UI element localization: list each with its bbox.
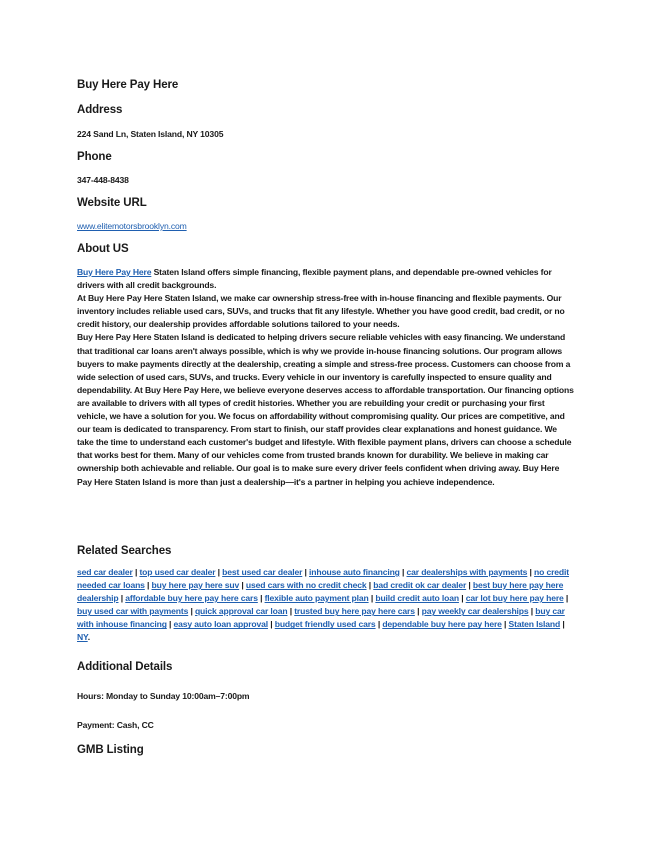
- phone-heading: Phone: [77, 151, 112, 163]
- related-search-link[interactable]: inhouse auto financing: [309, 567, 400, 577]
- related-search-link[interactable]: easy auto loan approval: [173, 619, 268, 630]
- link-separator: |: [287, 606, 295, 617]
- related-search-link[interactable]: buy here pay here suv: [151, 580, 240, 591]
- gmb-listing-heading: GMB Listing: [77, 744, 144, 756]
- website-link[interactable]: www.elitemotorsbrooklyn.com: [77, 221, 187, 231]
- related-search-link[interactable]: sed car dealer: [77, 567, 133, 577]
- link-separator: |: [132, 567, 140, 577]
- about-heading: About US: [77, 243, 129, 255]
- about-intro-text: Staten Island offers simple financing, flexible payment plans, and dependable pre-owned vehicles for drivers with all credit backgrounds.: [77, 267, 552, 291]
- link-separator: |: [399, 567, 407, 577]
- related-search-link[interactable]: best used car dealer: [222, 567, 303, 577]
- related-search-link[interactable]: dependable buy here pay here: [382, 619, 502, 630]
- list-end-period: .: [87, 632, 90, 643]
- hours-value: Hours: Monday to Sunday 10:00am–7:00pm: [77, 691, 250, 701]
- link-separator: |: [527, 567, 535, 577]
- additional-details-heading: Additional Details: [77, 661, 173, 673]
- related-searches-list: [77, 566, 574, 645]
- about-paragraph-3: Buy Here Pay Here Staten Island is dedicated to helping drivers secure reliable vehicles with easy financing. We understand that traditional car loans aren't always possible, which is why we provide in-house financing solutions. Our program allows buyers to make payments directly at the dealership, creating a simple and stress-free process. Customers can choose from a wide selection of used cars, SUVs, and trucks. Every vehicle in our inventory is carefully inspected to ensure quality and dependability. At Buy Here Pay Here, we believe everyone deserves access to affordable transportation. Our financing options are available to drivers with all types of credit histories. Whether you are rebuilding your credit or purchasing your first vehicle, we have a solution for you. We focus on affordability without compromising quality. Our prices are competitive, and our team is dedicated to transparency. From start to finish, our staff provides clear explanations and honest guidance. We take the time to understand each customer's budget and lifestyle. With flexible payment plans, drivers can choose a schedule that works best for them. Many of our vehicles come from trusted brands known for durability. We believe in making car ownership both achievable and reliable. Our goal is to make sure every driver feels confident when driving away. Buy Here Pay Here Staten Island is more than just a dealership—it's a partner in helping you achieve independence.: [77, 332, 574, 487]
- related-search-link[interactable]: top used car dealer: [139, 567, 216, 577]
- link-separator: |: [215, 567, 223, 577]
- related-search-link[interactable]: buy used car with payments: [77, 606, 189, 617]
- related-search-link[interactable]: Staten Island: [508, 619, 561, 630]
- link-separator: |: [560, 619, 565, 630]
- link-separator: |: [466, 580, 473, 591]
- website-heading: Website URL: [77, 197, 147, 209]
- link-separator: |: [458, 593, 466, 604]
- link-separator: |: [118, 593, 126, 604]
- related-search-link[interactable]: car lot buy here pay here: [465, 593, 564, 604]
- link-separator: |: [268, 619, 275, 630]
- link-separator: |: [166, 619, 174, 630]
- business-title: Buy Here Pay Here: [77, 79, 179, 91]
- related-search-link[interactable]: budget friendly used cars: [274, 619, 376, 630]
- related-search-link[interactable]: flexible auto payment plan: [264, 593, 369, 604]
- related-search-link[interactable]: trusted buy here pay here cars: [294, 606, 415, 617]
- link-separator: |: [563, 593, 569, 604]
- payment-value: Payment: Cash, CC: [77, 720, 154, 730]
- about-intro: [77, 266, 574, 292]
- about-body: [77, 266, 574, 489]
- link-separator: |: [528, 606, 536, 617]
- link-separator: |: [239, 580, 246, 591]
- link-separator: |: [375, 619, 383, 630]
- related-search-link[interactable]: NY: [77, 632, 88, 643]
- related-searches-heading: Related Searches: [77, 545, 172, 557]
- about-paragraph-2: At Buy Here Pay Here Staten Island, we make car ownership stress-free with in-house financing and flexible payments. Our inventory includes reliable used cars, SUVs, and trucks that fit any lifestyle. Whether you have good credit, bad credit, or no credit history, our dealership provides affordable solutions tailored to your needs.: [77, 293, 565, 330]
- related-search-link[interactable]: best buy here pay here dealership: [77, 580, 564, 604]
- link-separator: |: [144, 580, 152, 591]
- related-search-link[interactable]: used cars with no credit check: [245, 580, 367, 591]
- phone-value: 347-448-8438: [77, 175, 129, 185]
- related-search-link[interactable]: affordable buy here pay here cars: [125, 593, 258, 604]
- about-business-link[interactable]: Buy Here Pay Here: [77, 267, 152, 277]
- link-separator: |: [414, 606, 422, 617]
- link-separator: |: [366, 580, 374, 591]
- related-search-link[interactable]: car dealerships with payments: [406, 567, 528, 577]
- related-search-link[interactable]: quick approval car loan: [194, 606, 288, 617]
- related-search-link[interactable]: no credit needed car loans: [77, 567, 569, 591]
- link-separator: |: [257, 593, 265, 604]
- related-search-link[interactable]: bad credit ok car dealer: [373, 580, 467, 591]
- address-heading: Address: [77, 104, 123, 116]
- link-separator: |: [302, 567, 310, 577]
- link-separator: |: [368, 593, 376, 604]
- link-separator: |: [501, 619, 509, 630]
- link-separator: |: [188, 606, 195, 617]
- address-value: 224 Sand Ln, Staten Island, NY 10305: [77, 129, 224, 139]
- related-search-link[interactable]: buy car with inhouse financing: [77, 606, 565, 630]
- related-search-link[interactable]: pay weekly car dealerships: [421, 606, 529, 617]
- related-search-link[interactable]: build credit auto loan: [375, 593, 459, 604]
